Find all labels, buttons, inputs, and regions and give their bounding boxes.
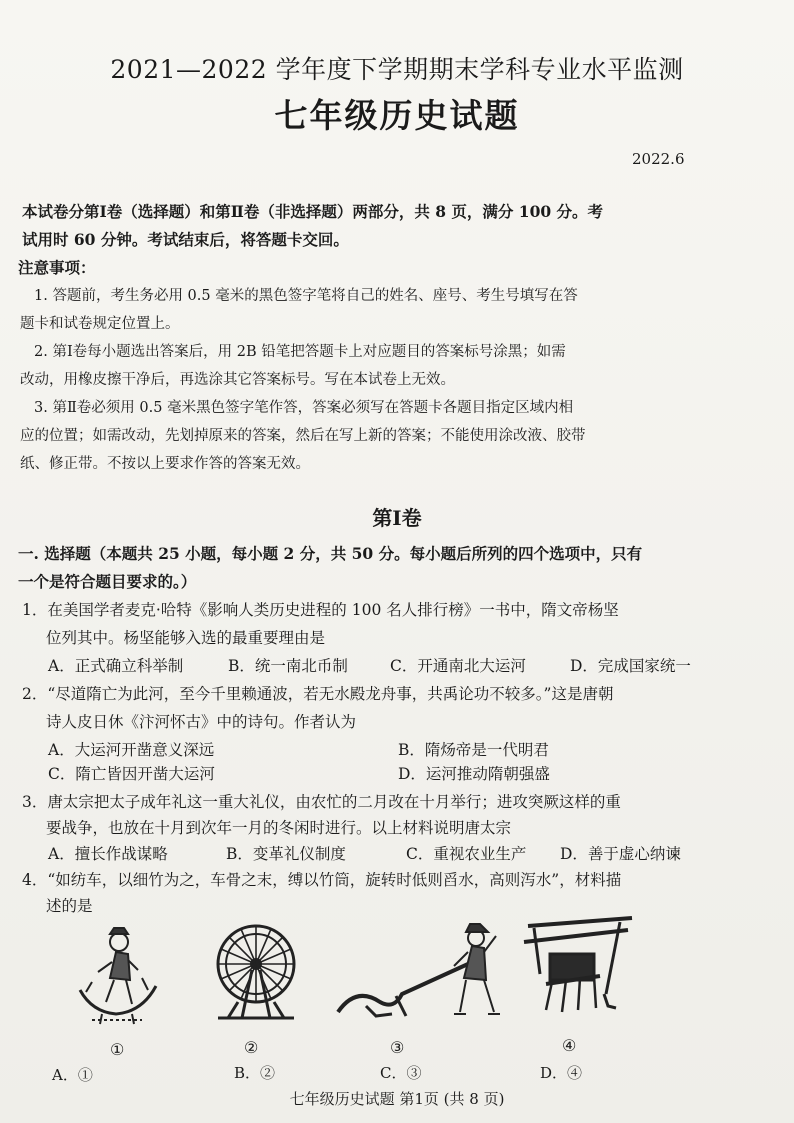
question-2-option-a: A．大运河开凿意义深远 [48,741,215,759]
question-1-option-c: C．开通南北大运河 [390,657,526,675]
question-3-option-d: D．善于虚心纳谏 [560,845,681,863]
note-3-c: 纸、修正带。不按以上要求作答的答案无效。 [20,456,310,472]
notes-heading: 注意事项： [18,258,96,277]
note-3-b: 应的位置；如需改动，先划掉原来的答案，然后在写上新的答案；不能使用涂改液、胶带 [20,428,586,444]
question-2-stem-b: 诗人皮日休《汴河怀古》中的诗句。作者认为 [46,713,357,731]
exam-date: 2022.6 [632,150,685,168]
question-3-option-a: A．擅长作战谋略 [48,845,168,863]
question-2-stem-a: 2．“尽道隋亡为此河，至今千里赖通波，若无水殿龙舟事，共禹论功不较多。”这是唐朝 [22,685,614,703]
image-3-curved-plough [336,916,508,1024]
image-2-label: ② [244,1038,259,1057]
question-4-option-c: C．③ [380,1064,422,1082]
image-3-label: ③ [390,1038,405,1057]
question-4-option-b: B．② [234,1064,276,1082]
note-2-a: 2. 第Ⅰ卷每小题选出答案后，用 2B 铅笔把答题卡上对应题目的答案标号涂黑；如需 [34,344,566,360]
question-1-option-d: D．完成国家统一 [570,657,691,675]
note-1-a: 1. 答题前，考生务必用 0.5 毫米的黑色签字笔将自己的姓名、座号、考生号填写在答 [34,288,578,304]
question-3-stem-b: 要战争，也放在十月到次年一月的冬闲时进行。以上材料说明唐太宗 [46,819,512,837]
exam-subject-title: 七年级历史试题 [274,96,520,135]
question-3-option-b: B．变革礼仪制度 [226,845,346,863]
question-4-option-d: D．④ [540,1064,583,1082]
intro-line-1: 本试卷分第Ⅰ卷（选择题）和第Ⅱ卷（非选择题）两部分，共 8 页，满分 100 分。考 [22,202,604,221]
question-2-option-c: C．隋亡皆因开凿大运河 [48,765,215,783]
exam-title: 2021—2022 学年度下学期期末学科专业水平监测 [110,55,684,84]
question-3-stem-a: 3．唐太宗把太子成年礼这一重大礼仪，由农忙的二月改在十月举行；进攻突厥这样的重 [22,793,621,811]
question-1-option-a: A．正式确立科举制 [48,657,184,675]
section-title: 第Ⅰ卷 [372,506,422,530]
question-2-option-b: B．隋炀帝是一代明君 [398,741,549,759]
question-2-option-d: D．运河推动隋朝强盛 [398,765,550,783]
image-4-seed-drill [520,914,640,1018]
question-1-stem-a: 1．在美国学者麦克·哈特《影响人类历史进程的 100 名人排行榜》一书中，隋文帝杨坚 [22,601,619,619]
image-4-label: ④ [562,1036,577,1055]
part1-title-line-2: 一个是符合题目要求的。） [18,572,197,591]
intro-line-2: 试用时 60 分钟。考试结束后，将答题卡交回。 [22,230,349,249]
question-4-stem-b: 述的是 [46,897,93,915]
image-1-treadle-device [72,920,162,1030]
image-1-label: ① [110,1040,125,1059]
note-3-a: 3. 第Ⅱ卷必须用 0.5 毫米黑色签字笔作答，答案必须写在答题卡各题目指定区域内相 [34,400,574,416]
note-1-b: 题卡和试卷规定位置上。 [20,316,180,332]
question-1-option-b: B．统一南北币制 [228,657,348,675]
part1-title-line-1: 一. 选择题（本题共 25 小题，每小题 2 分，共 50 分。每小题后所列的四个选项中，只有 [18,544,643,563]
image-2-water-wheel [208,918,304,1022]
page-footer: 七年级历史试题 第1页 (共 8 页) [289,1090,505,1108]
note-2-b: 改动，用橡皮擦干净后，再选涂其它答案标号。写在本试卷上无效。 [20,372,455,388]
question-1-stem-b: 位列其中。杨坚能够入选的最重要理由是 [46,629,326,647]
question-3-option-c: C．重视农业生产 [406,845,527,863]
question-4-option-a: A．① [52,1066,93,1084]
question-4-stem-a: 4．“如纺车，以细竹为之，车骨之末，缚以竹筒，旋转时低则舀水，高则泻水”，材料描 [22,871,622,889]
